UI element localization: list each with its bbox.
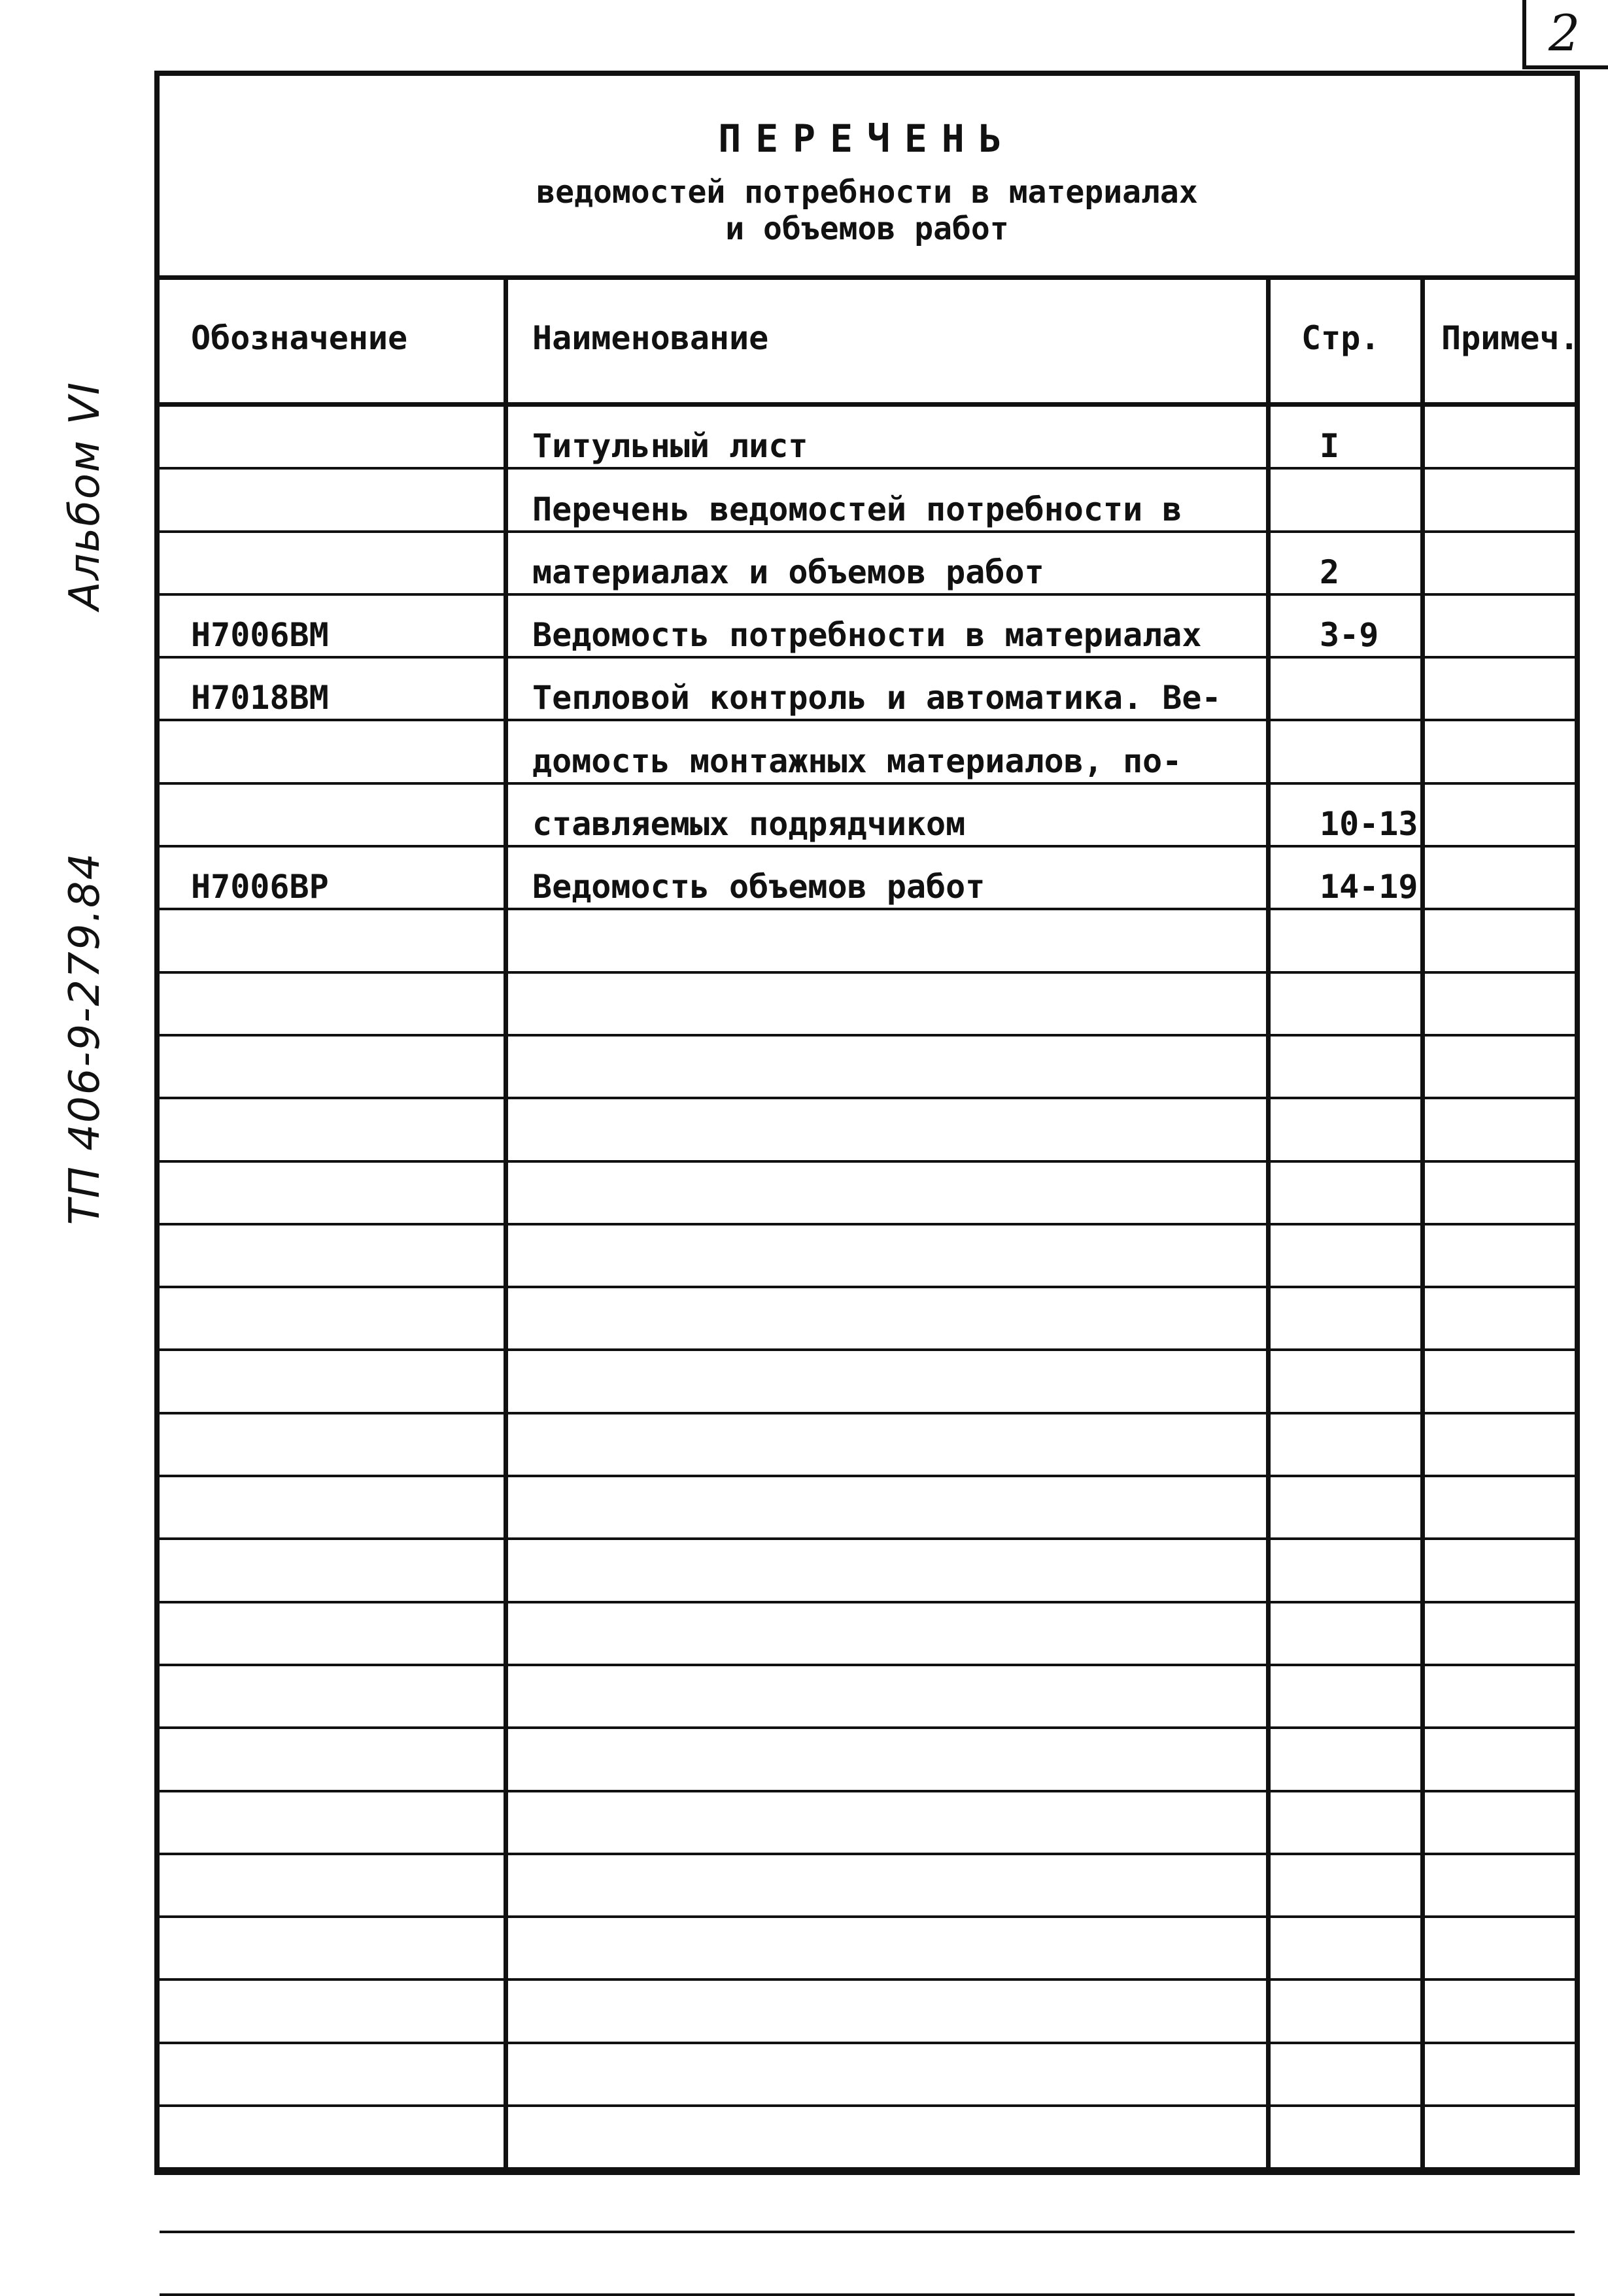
table-row	[160, 1163, 1575, 1225]
cell-page: I	[1320, 427, 1340, 466]
table-row	[160, 1981, 1575, 2044]
table-row	[160, 407, 1575, 470]
cell-designation: Н7006ВР	[191, 868, 329, 906]
column-header-note: Примеч.	[1441, 319, 1579, 357]
cell-designation: Н7018ВМ	[191, 679, 329, 717]
table-row	[160, 2170, 1575, 2233]
page-number-box	[1522, 0, 1608, 69]
page-number: 2	[1548, 4, 1581, 62]
cell-name: Титульный лист	[532, 427, 808, 466]
column-divider	[1420, 280, 1425, 2170]
table-row	[160, 533, 1575, 596]
subtitle-line-2: и объемов работ	[725, 211, 1009, 247]
table-row	[160, 1792, 1575, 1855]
table-row	[160, 1414, 1575, 1477]
title-block	[160, 76, 1575, 280]
column-header-page: Стр.	[1301, 319, 1380, 357]
table-row	[160, 1855, 1575, 1918]
table-header	[160, 280, 1579, 407]
table-row	[160, 1603, 1575, 1666]
table-row	[160, 2107, 1575, 2170]
table-row	[160, 785, 1575, 848]
column-divider	[1266, 280, 1271, 2170]
side-document-code: ТП 406-9-279.84	[61, 851, 109, 1225]
table-row	[160, 2233, 1575, 2296]
column-header-designation: Обозначение	[191, 319, 408, 357]
table-row	[160, 1729, 1575, 1792]
cell-name: Ведомость потребности в материалах	[532, 616, 1202, 655]
table-row	[160, 848, 1575, 910]
table-row	[160, 470, 1575, 532]
table-row	[160, 659, 1575, 721]
table-row	[160, 722, 1575, 785]
table-row	[160, 1540, 1575, 1603]
table-row	[160, 910, 1575, 973]
cell-name: домость монтажных материалов, по-	[532, 742, 1182, 780]
table-row	[160, 2044, 1575, 2107]
table-row	[160, 1225, 1575, 1288]
table-row	[160, 1288, 1575, 1351]
cell-name: Перечень ведомостей потребности в	[532, 490, 1182, 528]
cell-page: 3-9	[1320, 616, 1379, 655]
table-row	[160, 1099, 1575, 1162]
page-subtitle	[160, 174, 1575, 247]
cell-page: 14-19	[1320, 868, 1418, 906]
cell-designation: Н7006ВМ	[191, 616, 329, 655]
cell-name: Тепловой контроль и автоматика. Ве-	[532, 679, 1222, 717]
table-row	[160, 1477, 1575, 1540]
subtitle-line-1: ведомостей потребности в материалах	[536, 174, 1198, 211]
table-row	[160, 596, 1575, 659]
cell-name: ставляемых подрядчиком	[532, 805, 966, 844]
table-row	[160, 1037, 1575, 1099]
cell-page: 10-13	[1320, 805, 1418, 844]
table-row	[160, 974, 1575, 1037]
table-row	[160, 1352, 1575, 1414]
document-frame	[154, 71, 1580, 2175]
column-divider	[504, 280, 508, 2170]
cell-page: 2	[1320, 553, 1340, 591]
column-header-name: Наименование	[532, 319, 769, 357]
side-album-label: Альбом VI	[61, 381, 109, 611]
table-row	[160, 1666, 1575, 1729]
page-title: ПЕРЕЧЕНЬ	[718, 116, 1016, 161]
cell-name: Ведомость объемов работ	[532, 868, 985, 906]
table-row	[160, 1918, 1575, 1981]
cell-name: материалах и объемов работ	[532, 553, 1044, 591]
